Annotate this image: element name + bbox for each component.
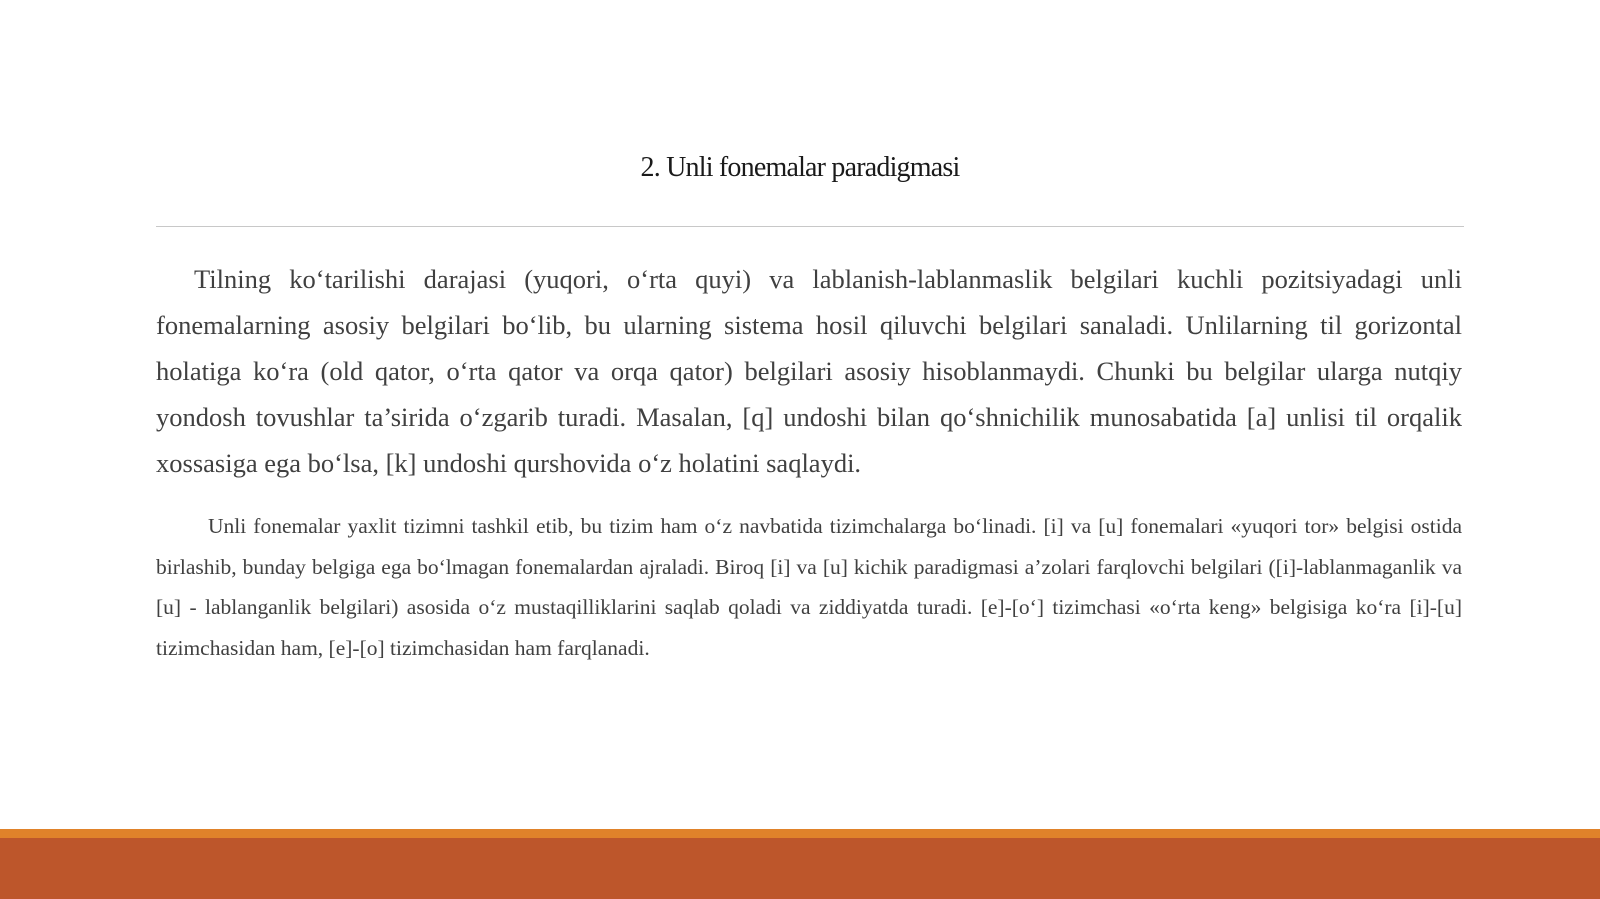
paragraph-2: Unli fonemalar yaxlit tizimni tashkil etib, bu tizim ham o‘z navbatida tizimchalarga bo‘linadi. [i] va [u] fonemalari «yuqori tor» belgisi ostida birlashib, bunday belgiga ega bo‘lmagan fonemalardan ajraladi. Biroq [i] va [u] kichik paradigmasi a’zolari farqlovchi belgilari ([i]-lablanmaganlik va [u] - lablanganlik belgilari) asosida o‘z mustaqilliklarini saqlab qoladi va ziddiyatda turadi. [e]-[o‘] tizimchasi «o‘rta keng» belgisiga ko‘ra [i]-[u] tizimchasidan ham, [e]-[o] tizimchasidan ham farqlanadi. [156, 514, 1462, 660]
footer-bar [0, 838, 1600, 899]
slide-title: 2. Unli fonemalar paradigmasi [640, 152, 960, 183]
paragraph-1: Tilning ko‘tarilishi darajasi (yuqori, o‘rta quyi) va lablanish-lablanmaslik belgilari kuchli pozitsiyadagi unli fonemalarning asosiy belgilari bo‘lib, bu ularning sistema hosil qiluvchi belgilari sanaladi. Unlilarning til gorizontal holatiga ko‘ra (old qator, o‘rta qator va orqa qator) belgilari asosiy hisoblanmaydi. Chunki bu belgilar ularga nutqiy yondosh tovushlar ta’sirida o‘zgarib turadi. Masalan, [q] undoshi bilan qo‘shnichilik munosabatida [a] unlisi til orqalik xossasiga ega bo‘lsa, [k] undoshi qurshovida o‘z holatini saqlaydi. [156, 264, 1462, 478]
title-divider [156, 226, 1464, 227]
